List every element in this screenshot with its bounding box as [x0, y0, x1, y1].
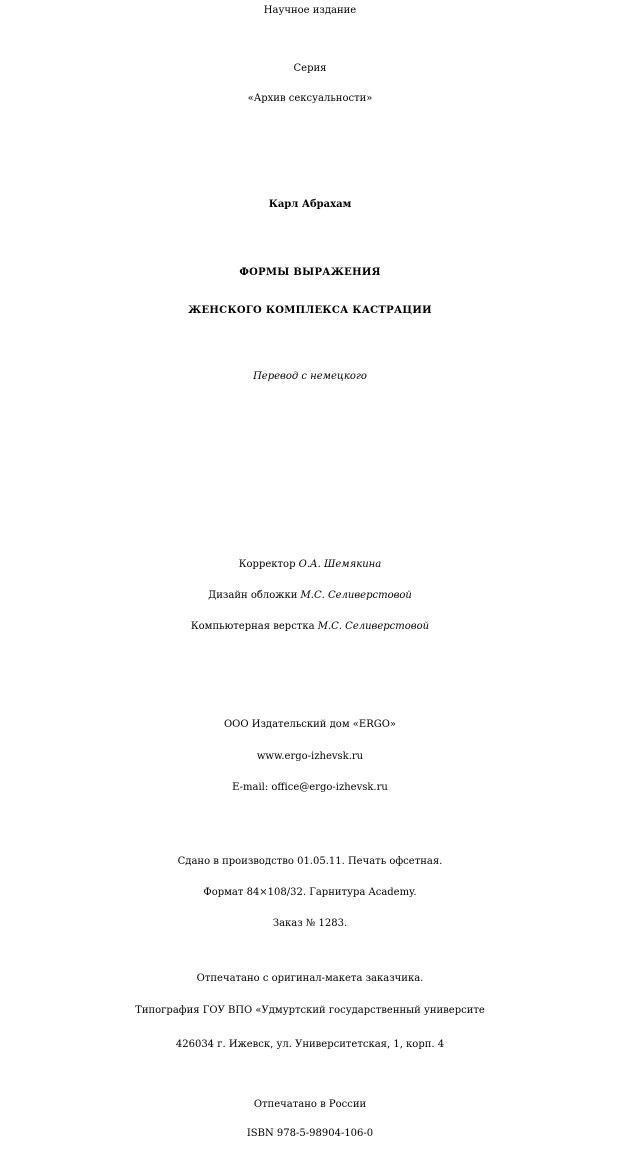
- publisher-email: E-mail: office@ergo-izhevsk.ru: [232, 782, 388, 793]
- credit-person: М.С. Селиверстовой: [317, 621, 430, 632]
- credit-role: Корректор: [238, 559, 296, 570]
- author-name: Карл Абрахам: [268, 199, 352, 210]
- book-title-line-1: ФОРМЫ ВЫРАЖЕНИЯ: [239, 267, 381, 278]
- order-number: Заказ № 1283.: [272, 918, 348, 929]
- credit-layout: [0, 622, 620, 632]
- isbn: ISBN 978-5-98904-106-0: [246, 1128, 374, 1139]
- series-label: Серия: [293, 63, 327, 74]
- translation-note: Перевод с немецкого: [253, 371, 367, 382]
- printed-from-original: Отпечатано с оригинал-макета заказчика.: [196, 973, 424, 984]
- publisher-name: ООО Издательский дом «ERGO»: [223, 719, 397, 730]
- credit-cover-design: [0, 591, 620, 601]
- credit-person: О.А. Шемякина: [298, 559, 382, 570]
- publisher-website: www.ergo-izhevsk.ru: [256, 751, 364, 762]
- printed-country: Отпечатано в России: [253, 1099, 367, 1110]
- credit-role: Компьютерная верстка: [190, 621, 315, 632]
- format-info: Формат 84×108/32. Гарнитура Academy.: [203, 887, 417, 898]
- credit-corrector: [0, 560, 620, 570]
- credit-role: Дизайн обложки: [208, 590, 298, 601]
- production-info: Сдано в производство 01.05.11. Печать офсетная.: [177, 856, 443, 867]
- printhouse-name: Типография ГОУ ВПО «Удмуртский государственный университе: [135, 1005, 485, 1016]
- book-title-line-2: ЖЕНСКОГО КОМПЛЕКСА КАСТРАЦИИ: [188, 305, 432, 316]
- credit-person: М.С. Селиверстовой: [300, 590, 412, 601]
- printhouse-address: 426034 г. Ижевск, ул. Университетская, 1, корп. 4: [175, 1039, 445, 1050]
- edition-type: Научное издание: [263, 5, 357, 16]
- series-name: «Архив сексуальности»: [247, 93, 373, 104]
